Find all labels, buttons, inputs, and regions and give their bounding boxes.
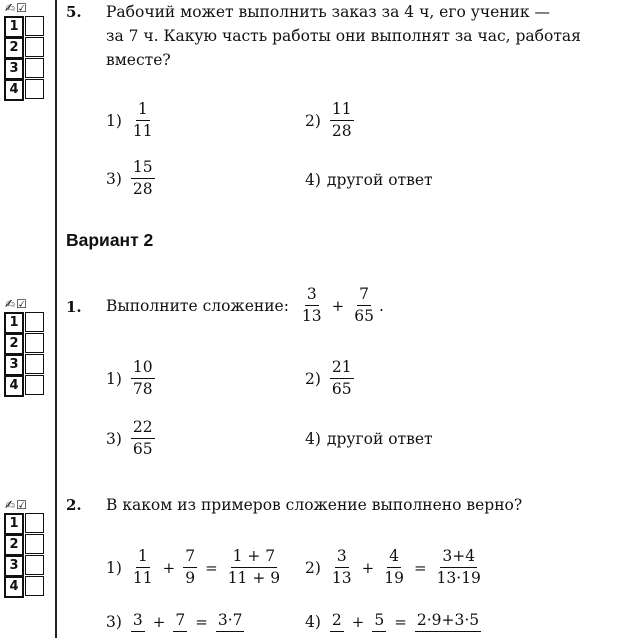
option <box>106 358 158 399</box>
option-label: 4) <box>305 430 321 448</box>
answer-checkbox-1[interactable] <box>25 513 44 533</box>
option-label: 3) <box>106 429 122 448</box>
question-line: за 7 ч. Какую часть работы они выполнят за час, работая <box>106 27 581 45</box>
box-number: 1 <box>4 16 24 38</box>
answer-checkbox-2[interactable] <box>25 333 44 353</box>
answer-checkbox-1[interactable] <box>25 312 44 332</box>
option-label: 4) <box>305 613 321 631</box>
fraction: $\frac{22}{65}$ <box>132 418 153 458</box>
box-number: 1 <box>4 312 24 334</box>
answer-header <box>4 296 44 312</box>
answer-checkbox-2[interactable] <box>25 37 44 57</box>
question-text <box>106 0 581 72</box>
option-label: 2) <box>305 369 321 388</box>
fraction: 2·9+3·5 <box>415 611 481 633</box>
answer-header <box>4 497 44 513</box>
question-text: Выполните сложение: <box>106 296 289 315</box>
answer-checkbox-1[interactable] <box>25 16 44 36</box>
fraction: 3·7 <box>216 611 245 633</box>
fraction: 5 <box>372 611 386 633</box>
option-label: 3) <box>106 613 122 631</box>
fraction: $\frac{10}{78}$ <box>132 358 153 398</box>
box-number: 3 <box>4 555 24 577</box>
answer-boxes-v2q2 <box>4 497 44 597</box>
answer-checkbox-4[interactable] <box>25 576 44 596</box>
checkbox-icon: ☑ <box>16 498 28 512</box>
box-number: 4 <box>4 375 24 397</box>
option <box>305 100 357 141</box>
fraction: $\frac{11}{28}$ <box>331 100 352 140</box>
box-number: 2 <box>4 333 24 355</box>
question-line: Рабочий может выполнить заказ за 4 ч, его ученик — <box>106 3 551 21</box>
question-number: 5. <box>66 3 82 21</box>
fraction: $\frac{21}{65}$ <box>331 358 352 398</box>
option <box>305 430 433 448</box>
fraction: $\frac{3+4}{13\cdot 19}$ <box>436 547 481 587</box>
variant-heading: Вариант 2 <box>66 230 154 250</box>
answer-checkbox-3[interactable] <box>25 58 44 78</box>
fraction: $\frac{3}{13}$ <box>331 547 352 587</box>
option <box>305 171 433 189</box>
fraction: 3 <box>131 611 145 633</box>
option-label: 4) <box>305 171 321 189</box>
question-number: 2. <box>66 496 82 514</box>
option <box>106 418 158 459</box>
fraction: $\frac{1 + 7}{11 + 9}$ <box>227 547 281 587</box>
option-label: 3) <box>106 169 122 188</box>
option <box>106 100 158 141</box>
equals-sign: = <box>195 613 208 631</box>
option <box>106 158 158 199</box>
operator: + <box>162 558 176 577</box>
answer-boxes-q5 <box>4 0 44 100</box>
answer-header <box>4 0 44 16</box>
option-text: другой ответ <box>326 430 433 448</box>
answer-boxes-v2q1 <box>4 296 44 396</box>
margin-line <box>55 0 57 638</box>
option-label: 1) <box>106 369 122 388</box>
answer-checkbox-3[interactable] <box>25 354 44 374</box>
equals-sign: = <box>394 613 407 631</box>
punctuation: . <box>378 296 384 315</box>
fraction: $\frac{7}{65}$ <box>354 285 374 325</box>
question-text: В каком из примеров сложение выполнено верно? <box>106 496 523 514</box>
box-number: 4 <box>4 576 24 598</box>
fraction: $\frac{1}{11}$ <box>132 100 153 140</box>
answer-checkbox-4[interactable] <box>25 79 44 99</box>
fraction: $\frac{7}{9}$ <box>185 547 196 587</box>
option-label: 1) <box>106 111 122 130</box>
pencil-icon: ✍ <box>5 1 17 15</box>
fraction: $\frac{3}{13}$ <box>301 285 322 325</box>
option <box>305 547 486 588</box>
option-label: 1) <box>106 558 122 577</box>
option <box>106 611 247 633</box>
equals-sign: = <box>205 558 218 577</box>
pencil-icon: ✍ <box>5 297 17 311</box>
pencil-icon: ✍ <box>5 498 17 512</box>
option <box>305 358 357 399</box>
equals-sign: = <box>413 558 427 577</box>
answer-checkbox-4[interactable] <box>25 375 44 395</box>
operator: + <box>331 296 345 315</box>
option <box>305 611 484 633</box>
box-number: 2 <box>4 37 24 59</box>
fraction: $\frac{4}{19}$ <box>384 547 404 587</box>
option-text: другой ответ <box>326 171 433 189</box>
checkbox-icon: ☑ <box>16 297 28 311</box>
question-line: вместе? <box>106 51 171 69</box>
answer-checkbox-3[interactable] <box>25 555 44 575</box>
fraction: $\frac{1}{11}$ <box>132 547 153 587</box>
box-number: 1 <box>4 513 24 535</box>
answer-checkbox-2[interactable] <box>25 534 44 554</box>
fraction: 7 <box>173 611 187 633</box>
operator: + <box>152 613 166 631</box>
box-number: 3 <box>4 58 24 80</box>
operator: + <box>361 558 375 577</box>
fraction: 2 <box>330 611 344 633</box>
checkbox-icon: ☑ <box>16 1 28 15</box>
option-label: 2) <box>305 111 321 130</box>
option <box>106 547 285 588</box>
box-number: 2 <box>4 534 24 556</box>
question-number: 1. <box>66 298 82 316</box>
option-label: 2) <box>305 558 321 577</box>
box-number: 3 <box>4 354 24 376</box>
operator: + <box>351 613 365 631</box>
box-number: 4 <box>4 79 24 101</box>
question-prompt-line <box>106 285 384 326</box>
fraction: $\frac{15}{28}$ <box>132 158 153 198</box>
